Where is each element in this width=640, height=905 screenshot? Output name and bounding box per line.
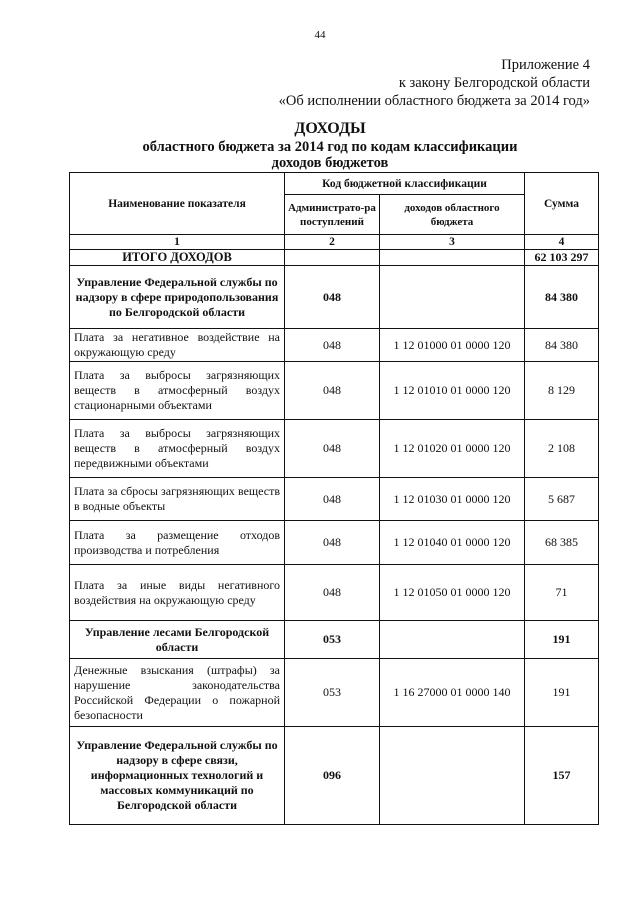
table-row: [70, 329, 599, 362]
row-name: Денежные взыскания (штрафы) за нарушение законодательства Российской Федерации о пожарной безопасности: [70, 659, 285, 727]
table-row: [70, 521, 599, 565]
row-admin: 048: [285, 266, 380, 329]
row-name: Управление Федеральной службы по надзору в сфере природопользования по Белгородской области: [70, 266, 285, 329]
row-admin: 053: [285, 621, 380, 659]
header-income-code: доходов областного бюджета: [380, 195, 525, 235]
row-sum: 84 380: [525, 329, 599, 362]
row-code: 1 16 27000 01 0000 140: [380, 659, 525, 727]
row-admin: 096: [285, 727, 380, 825]
row-sum: 84 380: [525, 266, 599, 329]
row-sum: 157: [525, 727, 599, 825]
row-code: [380, 266, 525, 329]
row-name: Плата за выбросы загрязняющих веществ в атмосферный воздух передвижными объектами: [70, 420, 285, 478]
row-code: 1 12 01030 01 0000 120: [380, 478, 525, 521]
col-number-4: 4: [525, 235, 599, 250]
table-header: [70, 173, 599, 266]
appendix-line-3: «Об исполнении областного бюджета за 2014 год»: [278, 93, 590, 109]
total-admin: [285, 250, 380, 266]
header-code-group: Код бюджетной классификации: [285, 173, 525, 195]
table-row: [70, 659, 599, 727]
row-sum: 191: [525, 621, 599, 659]
table-row: [70, 420, 599, 478]
row-sum: 71: [525, 565, 599, 621]
col-number-3: 3: [380, 235, 525, 250]
row-admin: 053: [285, 659, 380, 727]
income-table: [69, 172, 599, 825]
row-code: 1 12 01000 01 0000 120: [380, 329, 525, 362]
table-row: [70, 727, 599, 825]
col-number-1: 1: [70, 235, 285, 250]
row-admin: 048: [285, 478, 380, 521]
row-name: Плата за размещение отходов производства и потребления: [70, 521, 285, 565]
table-row: [70, 266, 599, 329]
row-name: Плата за иные виды негативного воздействия на окружающую среду: [70, 565, 285, 621]
row-code: [380, 621, 525, 659]
row-name: Управление Федеральной службы по надзору в сфере связи, информационных технологий и массовых коммуникаций по Белгородской области: [70, 727, 285, 825]
row-name: Плата за сбросы загрязняющих веществ в водные объекты: [70, 478, 285, 521]
row-admin: 048: [285, 565, 380, 621]
row-admin: 048: [285, 362, 380, 420]
row-code: 1 12 01050 01 0000 120: [380, 565, 525, 621]
row-admin: 048: [285, 420, 380, 478]
table-row: [70, 565, 599, 621]
col-number-2: 2: [285, 235, 380, 250]
row-code: 1 12 01020 01 0000 120: [380, 420, 525, 478]
row-sum: 5 687: [525, 478, 599, 521]
table-row: [70, 621, 599, 659]
row-name: Управление лесами Белгородской области: [70, 621, 285, 659]
document-title: ДОХОДЫ: [294, 120, 366, 137]
total-label: ИТОГО ДОХОДОВ: [70, 250, 285, 266]
row-admin: 048: [285, 329, 380, 362]
total-sum: 62 103 297: [525, 250, 599, 266]
row-admin: 048: [285, 521, 380, 565]
page-number: 44: [314, 29, 326, 41]
document-subtitle-line-2: доходов бюджетов: [271, 155, 389, 171]
header-admin: Администрато-ра поступлений: [285, 195, 380, 235]
row-sum: 68 385: [525, 521, 599, 565]
row-name: Плата за негативное воздействие на окружающую среду: [70, 329, 285, 362]
header-sum: Сумма: [525, 173, 599, 235]
appendix-line-2: к закону Белгородской области: [398, 75, 590, 91]
row-code: 1 12 01040 01 0000 120: [380, 521, 525, 565]
header-name: Наименование показателя: [70, 173, 285, 235]
row-name: Плата за выбросы загрязняющих веществ в атмосферный воздух стационарными объектами: [70, 362, 285, 420]
total-code: [380, 250, 525, 266]
row-sum: 191: [525, 659, 599, 727]
appendix-block: [279, 56, 590, 110]
row-sum: 2 108: [525, 420, 599, 478]
table-row: [70, 478, 599, 521]
table-row: [70, 362, 599, 420]
appendix-line-1: Приложение 4: [501, 57, 590, 73]
table-body: [70, 266, 599, 825]
row-sum: 8 129: [525, 362, 599, 420]
row-code: [380, 727, 525, 825]
row-code: 1 12 01010 01 0000 120: [380, 362, 525, 420]
document-subtitle-line-1: областного бюджета за 2014 год по кодам классификации: [142, 139, 518, 155]
total-row: [70, 250, 599, 266]
